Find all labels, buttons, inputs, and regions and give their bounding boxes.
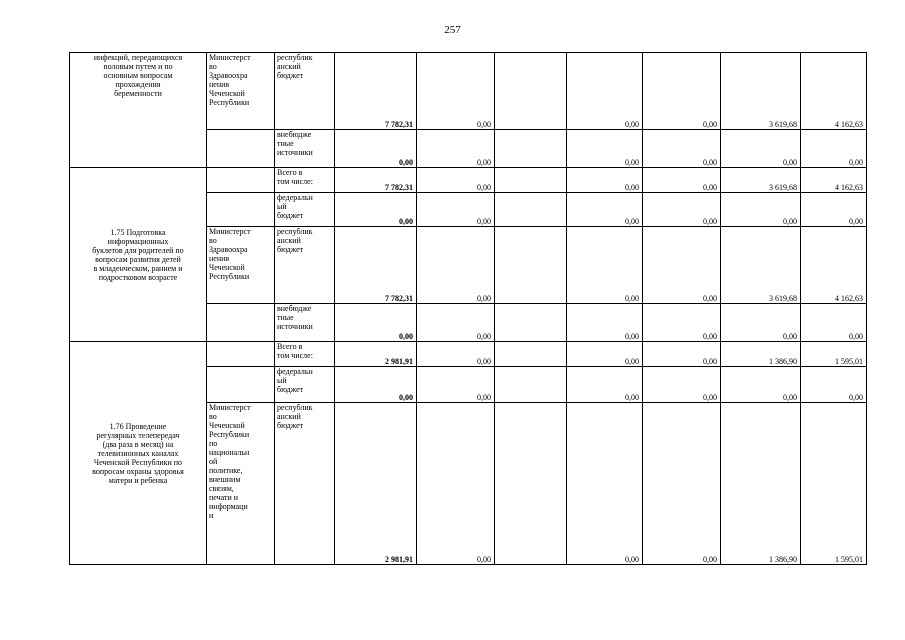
total-value-cell: 0,00 [335,193,417,227]
executor-cell [207,193,275,227]
budget-table [69,52,867,565]
executor-cell [207,304,275,342]
value-cell [495,168,567,193]
funding-source-cell: внебюдже тные источники [275,130,335,168]
value-cell: 0,00 [721,367,801,403]
total-value-cell: 2 981,91 [335,342,417,367]
value-cell: 0,00 [643,403,721,565]
value-cell: 4 162,63 [801,227,867,304]
value-cell: 3 619,68 [721,168,801,193]
value-cell: 3 619,68 [721,53,801,130]
executor-cell: Министерст во Чеченской Республики по национальн ой политике, внешним связям, печати и информаци и [207,403,275,565]
funding-source-cell: внебюдже тные источники [275,304,335,342]
value-cell: 1 595,01 [801,342,867,367]
value-cell: 0,00 [567,403,643,565]
value-cell: 4 162,63 [801,53,867,130]
value-cell: 0,00 [643,304,721,342]
funding-source-cell: республик анский бюджет [275,403,335,565]
value-cell: 0,00 [801,193,867,227]
total-value-cell: 0,00 [335,130,417,168]
funding-source-cell: республик анский бюджет [275,53,335,130]
funding-source-cell: федеральн ый бюджет [275,367,335,403]
total-value-cell: 2 981,91 [335,403,417,565]
executor-cell: Министерст во Здравоохра нения Чеченской Республики [207,227,275,304]
value-cell: 0,00 [643,193,721,227]
total-value-cell: 0,00 [335,367,417,403]
value-cell: 0,00 [417,130,495,168]
executor-cell [207,168,275,193]
table-row [70,168,867,193]
value-cell: 1 386,90 [721,403,801,565]
value-cell [495,367,567,403]
value-cell: 0,00 [801,304,867,342]
executor-cell [207,130,275,168]
value-cell: 0,00 [643,168,721,193]
value-cell [495,304,567,342]
value-cell: 0,00 [567,367,643,403]
value-cell: 0,00 [567,227,643,304]
value-cell: 0,00 [721,304,801,342]
value-cell: 0,00 [417,304,495,342]
value-cell: 4 162,63 [801,168,867,193]
value-cell: 0,00 [567,168,643,193]
funding-source-cell: федеральн ый бюджет [275,193,335,227]
activity-cell: 1.76 Проведение регулярных телепередач (два раза в месяц) на телевизионных каналах Чеченской Республики по вопросам охраны здоровья матери и ребенка [70,342,207,565]
table-row [70,342,867,367]
total-value-cell: 7 782,31 [335,53,417,130]
value-cell: 0,00 [417,193,495,227]
value-cell: 0,00 [567,342,643,367]
value-cell: 0,00 [643,53,721,130]
value-cell [495,342,567,367]
value-cell [495,227,567,304]
value-cell: 0,00 [567,130,643,168]
executor-cell: Министерст во Здравоохра нения Чеченской Республики [207,53,275,130]
value-cell: 0,00 [721,193,801,227]
total-value-cell: 7 782,31 [335,168,417,193]
value-cell: 0,00 [643,227,721,304]
total-value-cell: 7 782,31 [335,227,417,304]
value-cell: 3 619,68 [721,227,801,304]
value-cell [495,193,567,227]
activity-cell: 1.75 Подготовка информационных буклетов для родителей по вопросам развития детей в младенческом, раннем и подростковом возрасте [70,168,207,342]
value-cell: 0,00 [801,130,867,168]
table-row [70,53,867,130]
value-cell [495,403,567,565]
executor-cell [207,342,275,367]
value-cell: 0,00 [417,227,495,304]
value-cell: 0,00 [417,367,495,403]
value-cell: 0,00 [643,130,721,168]
value-cell: 0,00 [643,367,721,403]
value-cell: 0,00 [567,53,643,130]
value-cell: 1 386,90 [721,342,801,367]
page-number: 257 [444,24,461,36]
value-cell [495,130,567,168]
value-cell: 0,00 [643,342,721,367]
funding-source-cell: Всего в том числе: [275,168,335,193]
value-cell: 0,00 [417,403,495,565]
value-cell: 0,00 [721,130,801,168]
value-cell: 0,00 [417,53,495,130]
value-cell: 0,00 [567,304,643,342]
value-cell [495,53,567,130]
value-cell: 0,00 [417,342,495,367]
funding-source-cell: республик анский бюджет [275,227,335,304]
funding-source-cell: Всего в том числе: [275,342,335,367]
value-cell: 0,00 [567,193,643,227]
activity-cell: инфекций, передающихся половым путем и по основным вопросам прохождения беременности [70,53,207,168]
total-value-cell: 0,00 [335,304,417,342]
executor-cell [207,367,275,403]
value-cell: 0,00 [801,367,867,403]
value-cell: 1 595,01 [801,403,867,565]
value-cell: 0,00 [417,168,495,193]
